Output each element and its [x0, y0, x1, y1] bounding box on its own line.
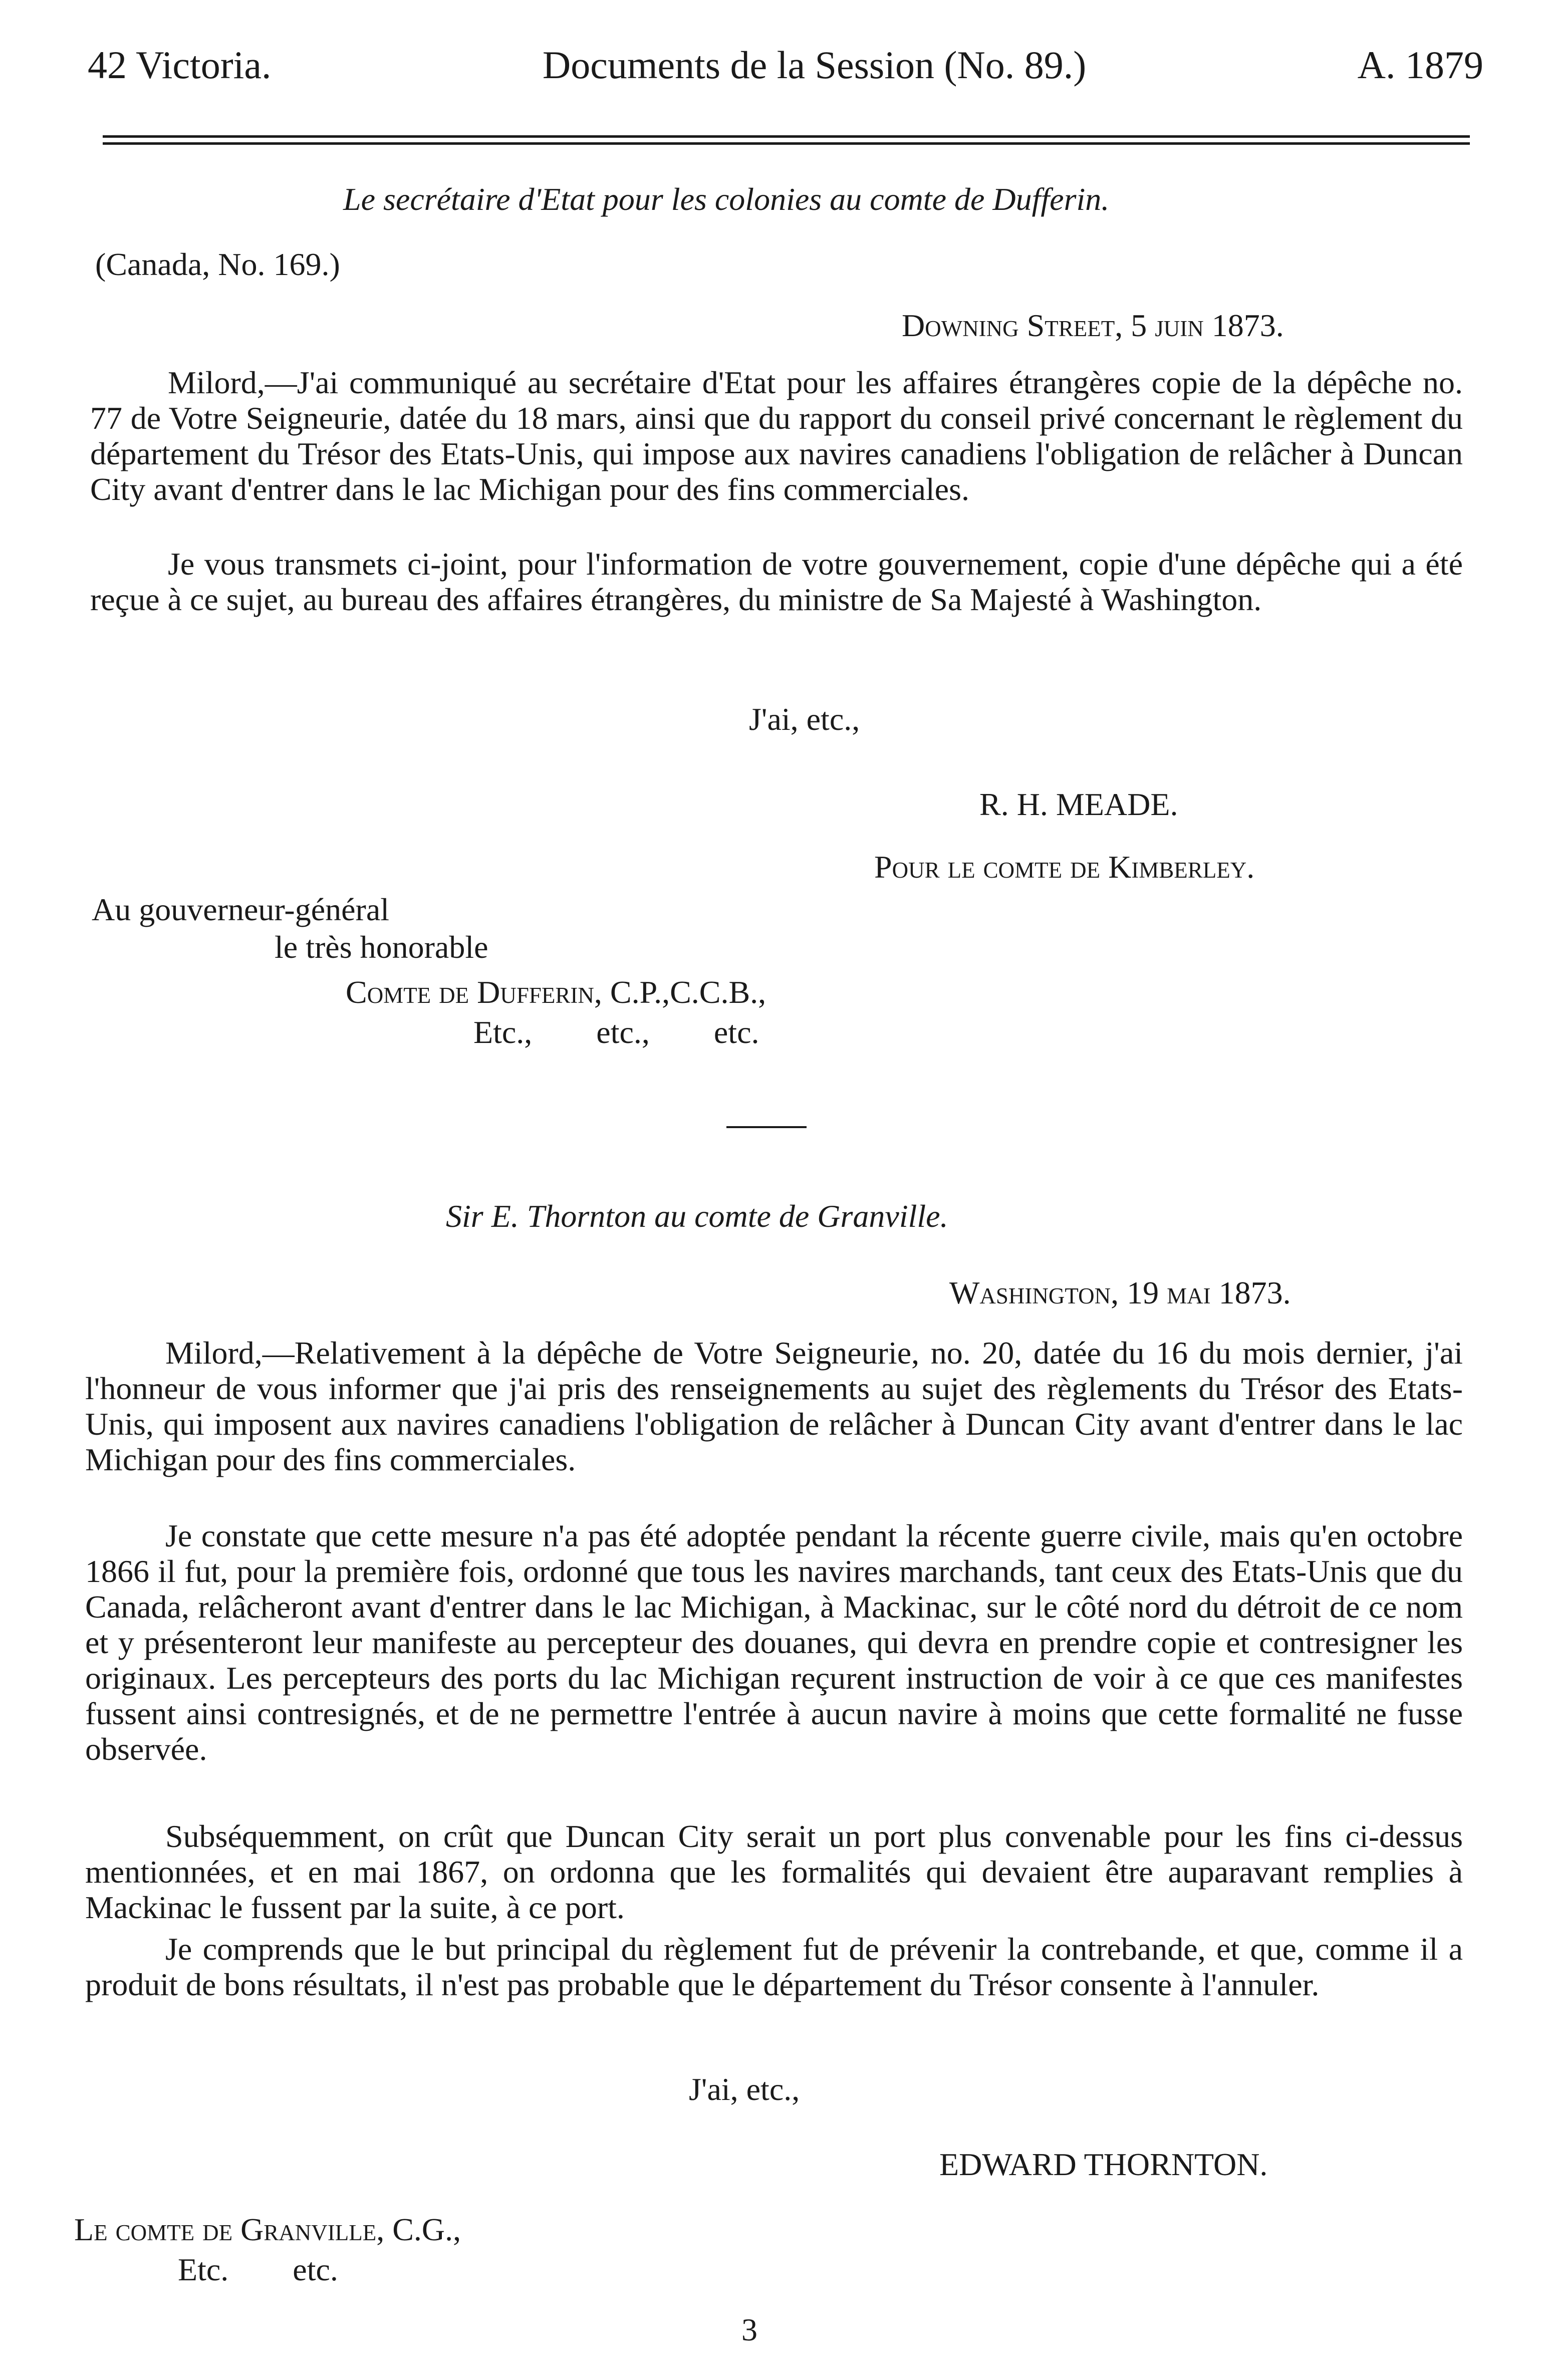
page-header: [88, 43, 1483, 98]
header-center: Documents de la Session (No. 89.): [542, 43, 1087, 87]
letter1-paragraph-1: Milord,—J'ai communiqué au secrétaire d'Etat pour les affaires étrangères copie de la dépêche no. 77 de Votre Seigneurie, datée du 18 mars, ainsi que du rapport du conseil privé concernant le règlement du département du Trésor des Etats-Unis, qui impose aux navires canadiens l'obligation de relâcher à Duncan City avant d'entrer dans le lac Michigan pour des fins commerciales.: [90, 365, 1463, 507]
letter1-reference: (Canada, No. 169.): [95, 246, 340, 282]
letter2-paragraph-4: Je comprends que le but principal du règlement fut de prévenir la contrebande, et que, comme il a produit de bons résultats, il n'est pas probable que le département du Trésor consente à l'annuler.: [85, 1931, 1463, 2002]
page-number: 3: [741, 2312, 757, 2347]
header-left: 42 Victoria.: [88, 43, 272, 87]
letter1-closing: J'ai, etc.,: [749, 701, 860, 737]
letter1-signature: R. H. MEADE.: [979, 786, 1178, 822]
letter1-address-line-1: Au gouverneur-général: [92, 892, 389, 927]
letter2-address-line-2: Etc. etc.: [178, 2252, 338, 2287]
letter2-paragraph-1: Milord,—Relativement à la dépêche de Votre Seigneurie, no. 20, datée du 16 du mois dernier, j'ai l'honneur de vous informer que j'ai pris des renseignements au sujet des règlements du Trésor des Etats-Unis, qui imposent aux navires canadiens l'obligation de relâcher à Duncan City avant d'entrer dans le lac Michigan pour des fins commerciales.: [85, 1335, 1463, 1477]
letter1-place-date: Downing Street, 5 juin 1873.: [902, 308, 1284, 343]
letter1-title: Le secrétaire d'Etat pour les colonies au comte de Dufferin.: [343, 181, 1110, 217]
letter2-paragraph-2: Je constate que cette mesure n'a pas été adoptée pendant la récente guerre civile, mais qu'en octobre 1866 il fut, pour la première fois, ordonné que tous les navires marchands, tant ceux des Etats-Unis que du Canada, relâcheront avant d'entrer dans le lac Michigan, à Mackinac, sur le côté nord du détroit de ce nom et y présenteront leur manifeste au percepteur des douanes, qui devra en prendre copie et contresigner les originaux. Les percepteurs des ports du lac Michigan reçurent instruction de voir à ce que ces manifestes fussent ainsi contresignés, et de ne permettre l'entrée à aucun navire à moins que cette formalité ne fusse observée.: [85, 1518, 1463, 1767]
letter1-address-line-4: Etc., etc., etc.: [473, 1014, 759, 1050]
header-rule-bottom: [103, 142, 1470, 145]
letter2-place-date: Washington, 19 mai 1873.: [949, 1275, 1291, 1310]
letter2-title: Sir E. Thornton au comte de Granville.: [446, 1198, 948, 1234]
letter1-address-line-2: le très honorable: [275, 929, 488, 965]
header-right: A. 1879: [1357, 43, 1483, 87]
letter1-address-line-3: Comte de Dufferin, C.P.,C.C.B.,: [346, 974, 766, 1010]
header-rule-top: [103, 135, 1470, 138]
letter2-closing: J'ai, etc.,: [689, 2071, 800, 2107]
section-divider: [726, 1126, 807, 1128]
letter2-signature: EDWARD THORNTON.: [939, 2147, 1268, 2182]
letter1-paragraph-2: Je vous transmets ci-joint, pour l'information de votre gouvernement, copie d'une dépêche qui a été reçue à ce sujet, au bureau des affaires étrangères, du ministre de Sa Majesté à Washington.: [90, 546, 1463, 617]
letter2-address-line-1: Le comte de Granville, C.G.,: [74, 2212, 461, 2247]
letter2-paragraph-3: Subséquemment, on crût que Duncan City serait un port plus convenable pour les fins ci-dessus mentionnées, et en mai 1867, on ordonna que les formalités qui devaient être auparavant remplies à Mackinac le fussent par la suite, à ce port.: [85, 1818, 1463, 1925]
letter1-signature-sub: Pour le comte de Kimberley.: [874, 849, 1255, 885]
